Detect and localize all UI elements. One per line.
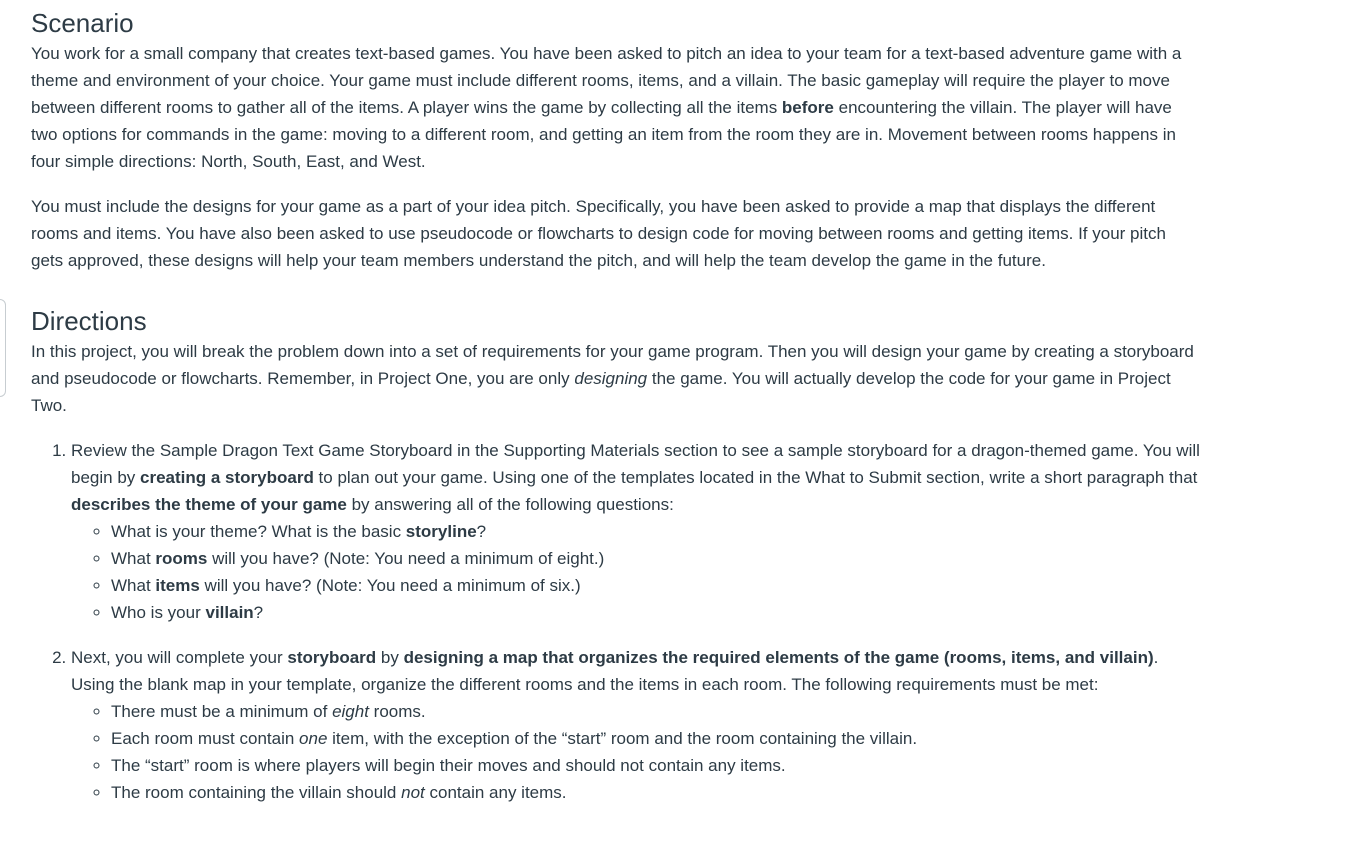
list-item: ◦ Each room must contain one item, with the exception of the “start” room and the room containing the villain. [111,725,1201,752]
directions-heading: Directions [31,306,147,336]
list-item: ◦ The room containing the villain should not contain any items. [111,779,1201,806]
side-tab-handle[interactable] [0,299,6,397]
directions-intro: In this project, you will break the problem down into a set of requirements for your game program. Then you will design your game by creating a storyboard and pseudocode or flowcharts. Remember, in Project One, you are only designing the game. You will actually develop the code for your game in Project Two. [31,342,1194,415]
list-item: ◦ What rooms will you have? (Note: You need a minimum of eight.) [111,545,1201,572]
assignment-content [31,6,1201,806]
step-1: 1. Review the Sample Dragon Text Game Storyboard in the Supporting Materials section to see a sample storyboard for a dragon-themed game. You will begin by creating a storyboard to plan out your game. Using one of the templates located in the What to Submit section, write a short paragraph that describes the theme of your game by answering all of the following questions: ◦ What is your theme? What is the basic storyline? ◦ What rooms will you have? (Note: You need a minimum of eight.) ◦ What items will you have? (Note: You need a minimum of six.) ◦ Who is your villain? [71,437,1201,626]
list-item: ◦ There must be a minimum of eight rooms. [111,698,1201,725]
list-item: ◦ The “start” room is where players will begin their moves and should not contain any items. [111,752,1201,779]
scenario-paragraph-2: You must include the designs for your game as a part of your idea pitch. Specifically, you have been asked to provide a map that displays the different rooms and items. You have also been asked to use pseudocode or flowcharts to design code for moving between rooms and getting items. If your pitch gets approved, these designs will help your team members understand the pitch, and will help the team develop the game in the future. [31,197,1166,270]
step-2: 2. Next, you will complete your storyboard by designing a map that organizes the required elements of the game (rooms, items, and villain). Using the blank map in your template, organize the different rooms and the items in each room. The following requirements must be met: ◦ There must be a minimum of eight rooms. ◦ Each room must contain one item, with the exception of the “start” room and the room containing the villain. ◦ The “start” room is where players will begin their moves and should not contain any items. ◦ The room containing the villain should not contain any items. [71,644,1201,806]
directions-steps-list [31,437,1201,806]
step-2-requirements [71,698,1201,806]
scenario-paragraph-1: You work for a small company that creates text-based games. You have been asked to pitch an idea to your team for a text-based adventure game with a theme and environment of your choice. Your game must include different rooms, items, and a villain. The basic gameplay will require the player to move between different rooms to gather all of the items. A player wins the game by collecting all the items before encountering the villain. The player will have two options for commands in the game: moving to a different room, and getting an item from the room they are in. Movement between rooms happens in four simple directions: North, South, East, and West. [31,44,1182,171]
list-item: ◦ Who is your villain? [111,599,1201,626]
step-1-questions [71,518,1201,626]
list-item: ◦ What is your theme? What is the basic storyline? [111,518,1201,545]
list-item: ◦ What items will you have? (Note: You need a minimum of six.) [111,572,1201,599]
scenario-heading: Scenario [31,8,134,38]
